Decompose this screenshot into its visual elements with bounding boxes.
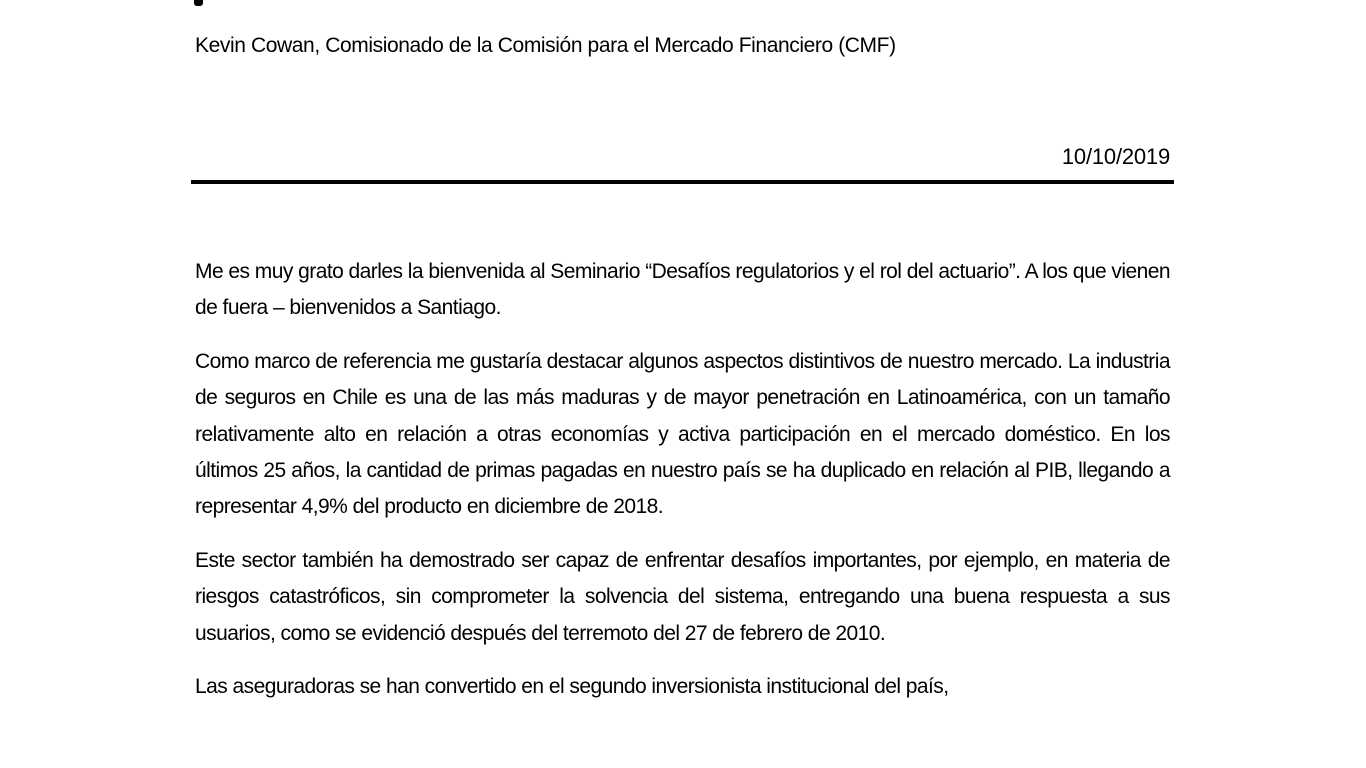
document-body: [195, 254, 1170, 722]
document-date: 10/10/2019: [1061, 144, 1170, 169]
paragraph-welcome: Me es muy grato darles la bienvenida al Seminario “Desafíos regulatorios y el rol del actuario”. A los que vienen de fuera – bienvenidos a Santiago.: [195, 260, 1170, 320]
title-descender-fragment: [194, 0, 203, 6]
author-line: Kevin Cowan, Comisionado de la Comisión para el Mercado Financiero (CMF): [195, 34, 896, 57]
paragraph-institutional-investor: Las aseguradoras se han convertido en el segundo inversionista institucional del país,: [195, 675, 949, 699]
header-divider: [191, 180, 1174, 184]
paragraph-market-context: Como marco de referencia me gustaría destacar algunos aspectos distintivos de nuestro mercado. La industria de seguros en Chile es una de las más maduras y de mayor penetración en Latinoamérica, con un tamaño relativamente alto en relación a otras economías y activa participación en el mercado doméstico. En los últimos 25 años, la cantidad de primas pagadas en nuestro país se ha duplicado en relación al PIB, llegando a representar 4,9% del producto en diciembre de 2018.: [195, 349, 1170, 519]
paragraph-catastrophic-risk: Este sector también ha demostrado ser capaz de enfrentar desafíos importantes, por ejemplo, en materia de riesgos catastróficos, sin comprometer la solvencia del sistema, entregando una buena respuesta a sus usuarios, como se evidenció después del terremoto del 27 de febrero de 2010.: [195, 548, 1170, 645]
